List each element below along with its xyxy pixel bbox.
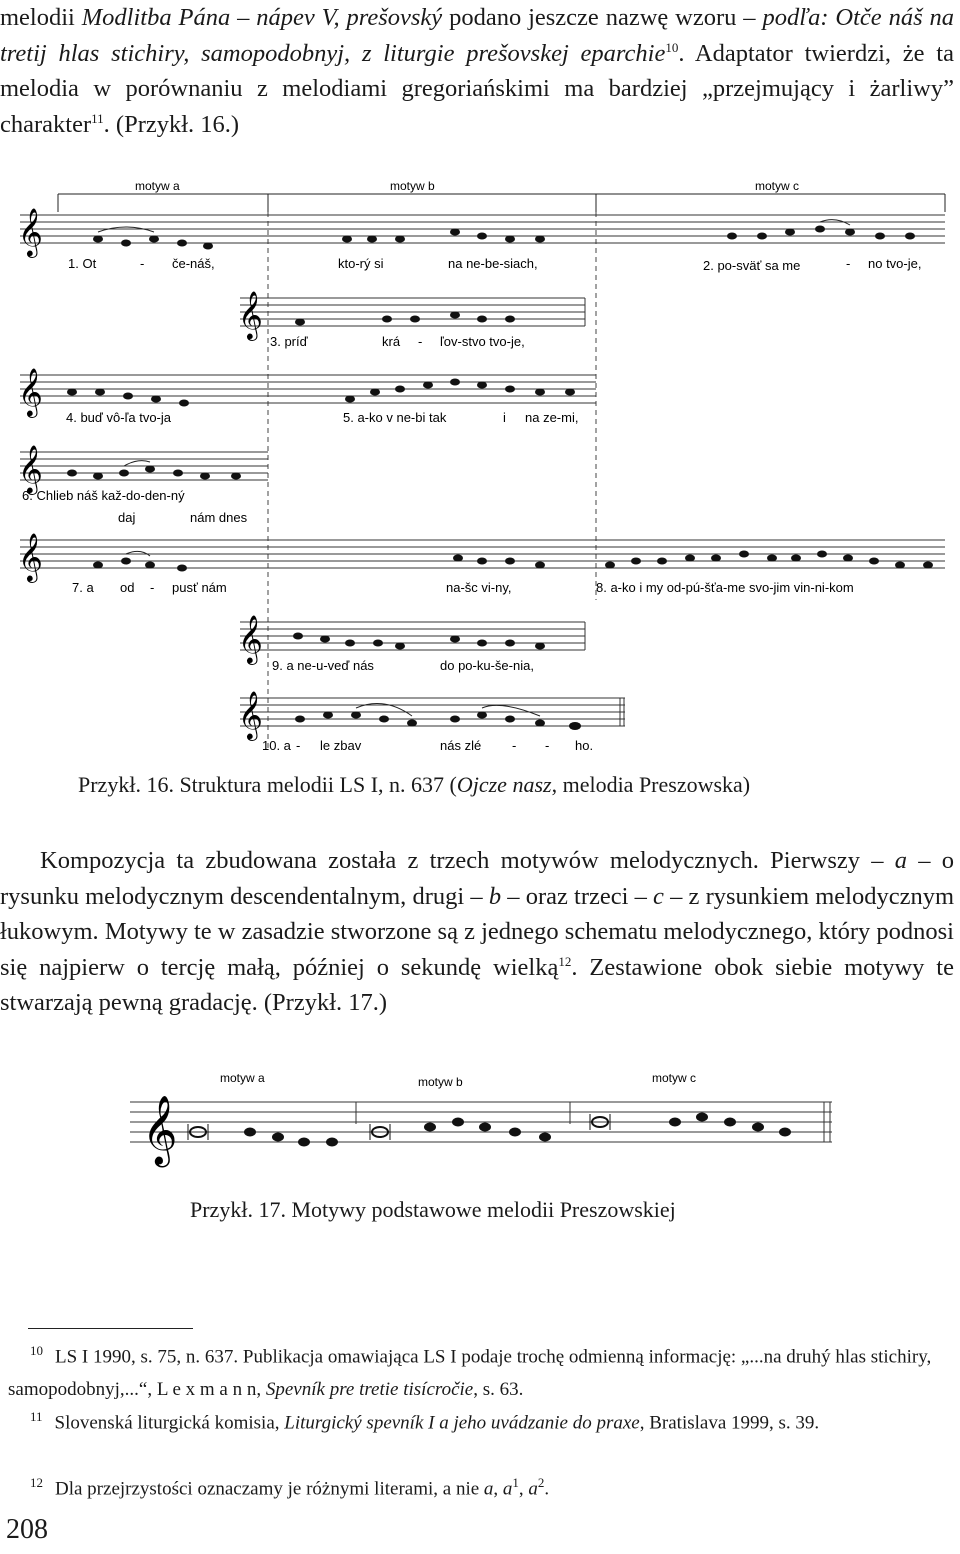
treble-clef-icon: 𝄞	[18, 444, 43, 493]
caption-16-suffix: , melodia Preszowska)	[551, 772, 751, 797]
staff-line-6	[240, 622, 585, 650]
footnote-12-a2: a	[528, 1478, 538, 1500]
footnote-ref-12: 12	[558, 953, 572, 969]
motif-brackets	[58, 194, 945, 212]
lyrics-line-5	[72, 580, 854, 595]
treble-clef-icon: 𝄞	[238, 690, 263, 739]
footnote-separator	[28, 1328, 193, 1329]
notes-line-6	[293, 633, 545, 650]
intro-text-1: melodii	[0, 4, 82, 31]
music-example-16	[0, 170, 960, 760]
body-text-5: . Zestawione obok siebie motywy te stwarzają pewną gradację. (Przykł. 17.)	[0, 953, 954, 1016]
footnote-12-text: Dla przejrzystości oznaczamy je różnymi literami, a nie	[55, 1478, 484, 1500]
footnote-10	[8, 1334, 956, 1406]
body-text-4: – z rysunkiem melodycznym łukowym. Motywy te w zasadzie stworzone są z jednego schematu melodycznego, który podnosi się najpierw o tercję małą, później o sekundę wielką	[0, 882, 954, 981]
lyric-1-6: 2. po-sväť sa me	[703, 258, 801, 273]
lyric-3-2: 5. a-ko v ne-bi tak	[343, 410, 447, 425]
lyric-7-3: le zbav	[320, 738, 362, 753]
motif-a-label: motyw a	[135, 179, 180, 193]
lyrics-line-7	[262, 738, 593, 753]
lyric-4-3: nám dnes	[190, 510, 248, 525]
treble-clef-icon: 𝄞	[238, 290, 263, 339]
intro-text-3: . Adaptator twierdzi, że ta melodia w porównaniu z melodiami gregoriańskimi ma bardziej „przejmujący i żarliwy” charakter	[0, 39, 954, 138]
footnote-11-italic: Liturgický spevník I a jeho uvádzanie do praxe	[284, 1412, 640, 1434]
notes-line-7	[295, 712, 581, 731]
lyric-1-2: -	[140, 256, 145, 271]
caption-16-italic: Ojcze nasz	[456, 772, 552, 797]
lyric-7-5: -	[512, 738, 517, 753]
footnote-12	[8, 1466, 956, 1505]
footnote-10-number: 10	[30, 1343, 43, 1358]
slur-6	[482, 705, 540, 716]
body-paragraph	[0, 843, 954, 1021]
intro-italic-title: Modlitba Pána – nápev V, prešovský	[81, 4, 443, 31]
lyric-1-3: če-náš,	[172, 256, 215, 271]
lyrics-line-6	[272, 658, 534, 673]
slur-3	[124, 461, 150, 466]
intro-italic-pattern: podľa: Otče náš na tretij hlas stichiry, samopodobnyj, z liturgie prešovskej eparchie	[0, 4, 955, 67]
lyric-2-4: ľov-stvo tvo-je,	[440, 334, 525, 349]
intro-paragraph	[0, 0, 954, 142]
caption-16-prefix: Przykł. 16. Struktura melodii LS I, n. 637 (	[78, 772, 457, 797]
lyric-5-1: 7. a	[72, 580, 94, 595]
lyric-3-3: i	[503, 410, 506, 425]
body-text-1: Kompozycja ta zbudowana została z trzech motywów melodycznych. Pierwszy –	[40, 847, 895, 874]
lyric-7-2: -	[296, 738, 301, 753]
lyric-6-2: do po-ku-še-nia,	[440, 658, 534, 673]
footnote-11-number: 11	[30, 1409, 43, 1424]
staff-line-4	[20, 452, 268, 480]
body-motif-a: a	[894, 847, 907, 874]
footnote-ref-11: 11	[91, 110, 104, 126]
lyric-1-8: no tvo-je,	[868, 256, 922, 271]
lyric-1-7: -	[846, 256, 851, 271]
lyrics-line-3	[66, 410, 578, 425]
lyric-5-6: 8. a-ko i my od-pú-šťa-me svo-jim vin-ni-kom	[596, 580, 854, 595]
footnote-11	[8, 1400, 956, 1439]
lyrics-line-2	[270, 334, 525, 349]
intro-text-4: . (Przykł. 16.)	[103, 110, 240, 138]
motif-c-label: motyw c	[755, 179, 800, 193]
lyric-5-2: od	[120, 580, 135, 595]
lyric-7-1: 10. a	[262, 738, 291, 753]
treble-clef-icon: 𝄞	[18, 207, 43, 256]
treble-clef-icon: 𝄞	[18, 367, 43, 416]
lyric-1-1: 1. Ot	[68, 256, 97, 271]
lyric-5-3: -	[150, 580, 155, 595]
lyric-5-4: pusť nám	[172, 580, 227, 595]
footnote-10-end: , s. 63.	[473, 1379, 524, 1401]
footnote-11-text: Slovenská liturgická komisia,	[54, 1412, 285, 1434]
footnote-12-sep-1: ,	[493, 1478, 503, 1500]
lyric-2-2: krá	[382, 334, 401, 349]
treble-clef-icon: 𝄞	[238, 614, 263, 663]
footnote-12-sep-2: ,	[518, 1478, 529, 1500]
page-number: 208	[6, 1514, 48, 1545]
body-text-2: – o rysunku melodycznym descendentalnym, drugi –	[0, 847, 955, 910]
footnote-12-a: a	[483, 1478, 494, 1500]
example-16-caption	[78, 772, 750, 798]
lyric-1-5: na ne-be-siach,	[448, 256, 538, 271]
body-motif-b: b	[488, 882, 502, 910]
lyric-6-1: 9. a ne-u-veď nás	[272, 658, 374, 673]
lyric-3-4: na ze-mi,	[525, 410, 579, 425]
footnote-10-text: LS I 1990, s. 75, n. 637. Publikacja omawiająca LS I podaje trochę odmienną informację: „...na druhý hlas stichiry, samopodobnyj,...“, L e x m a n n,	[8, 1346, 932, 1401]
lyric-7-4: nás zlé	[440, 738, 482, 753]
lyric-4-2: daj	[118, 510, 136, 525]
motif-c-label-17: motyw c	[652, 1071, 697, 1085]
motif-b-label: motyw b	[390, 179, 435, 193]
lyric-2-1: 3. príď	[270, 334, 308, 349]
footnote-ref-10: 10	[665, 39, 679, 55]
lyric-7-7: ho.	[575, 738, 594, 753]
lyric-4-1: 6. Chlieb náš kaž-do-den-ný	[22, 488, 185, 503]
treble-clef-icon: 𝄞	[18, 532, 43, 581]
lyric-5-5: na-šc vi-ny,	[446, 580, 512, 595]
lyric-7-6: -	[545, 738, 550, 753]
lyric-1-4: kto-rý si	[338, 256, 384, 271]
footnote-12-sup-2: 2	[537, 1475, 545, 1490]
music-example-17	[130, 1060, 840, 1170]
treble-clef-icon: 𝄞	[142, 1095, 178, 1165]
footnote-12-sup-1: 1	[512, 1475, 519, 1490]
intro-text-2: podano jeszcze nazwę wzoru –	[442, 4, 763, 31]
notes-17	[188, 1113, 791, 1147]
notes-line-3	[67, 379, 575, 407]
lyrics-line-4	[22, 488, 248, 525]
example-17-caption: Przykł. 17. Motywy podstawowe melodii Preszowskiej	[190, 1197, 676, 1222]
motif-b-label-17: motyw b	[418, 1075, 463, 1089]
body-text-3: – oraz trzeci –	[501, 882, 654, 910]
body-motif-c: c	[653, 882, 664, 910]
footnote-12-a1: a	[502, 1478, 513, 1500]
footnote-11-end: , Bratislava 1999, s. 39.	[639, 1412, 820, 1434]
footnote-12-number: 12	[30, 1475, 43, 1490]
motif-a-label-17: motyw a	[220, 1071, 265, 1085]
footnote-12-end: .	[544, 1478, 550, 1500]
lyrics-line-1	[68, 256, 921, 273]
lyric-3-1: 4. buď vô-ľa tvo-ja	[66, 410, 171, 425]
footnote-10-italic: Spevník pre tretie tisícročie	[265, 1379, 474, 1401]
lyric-2-3: -	[418, 334, 423, 349]
